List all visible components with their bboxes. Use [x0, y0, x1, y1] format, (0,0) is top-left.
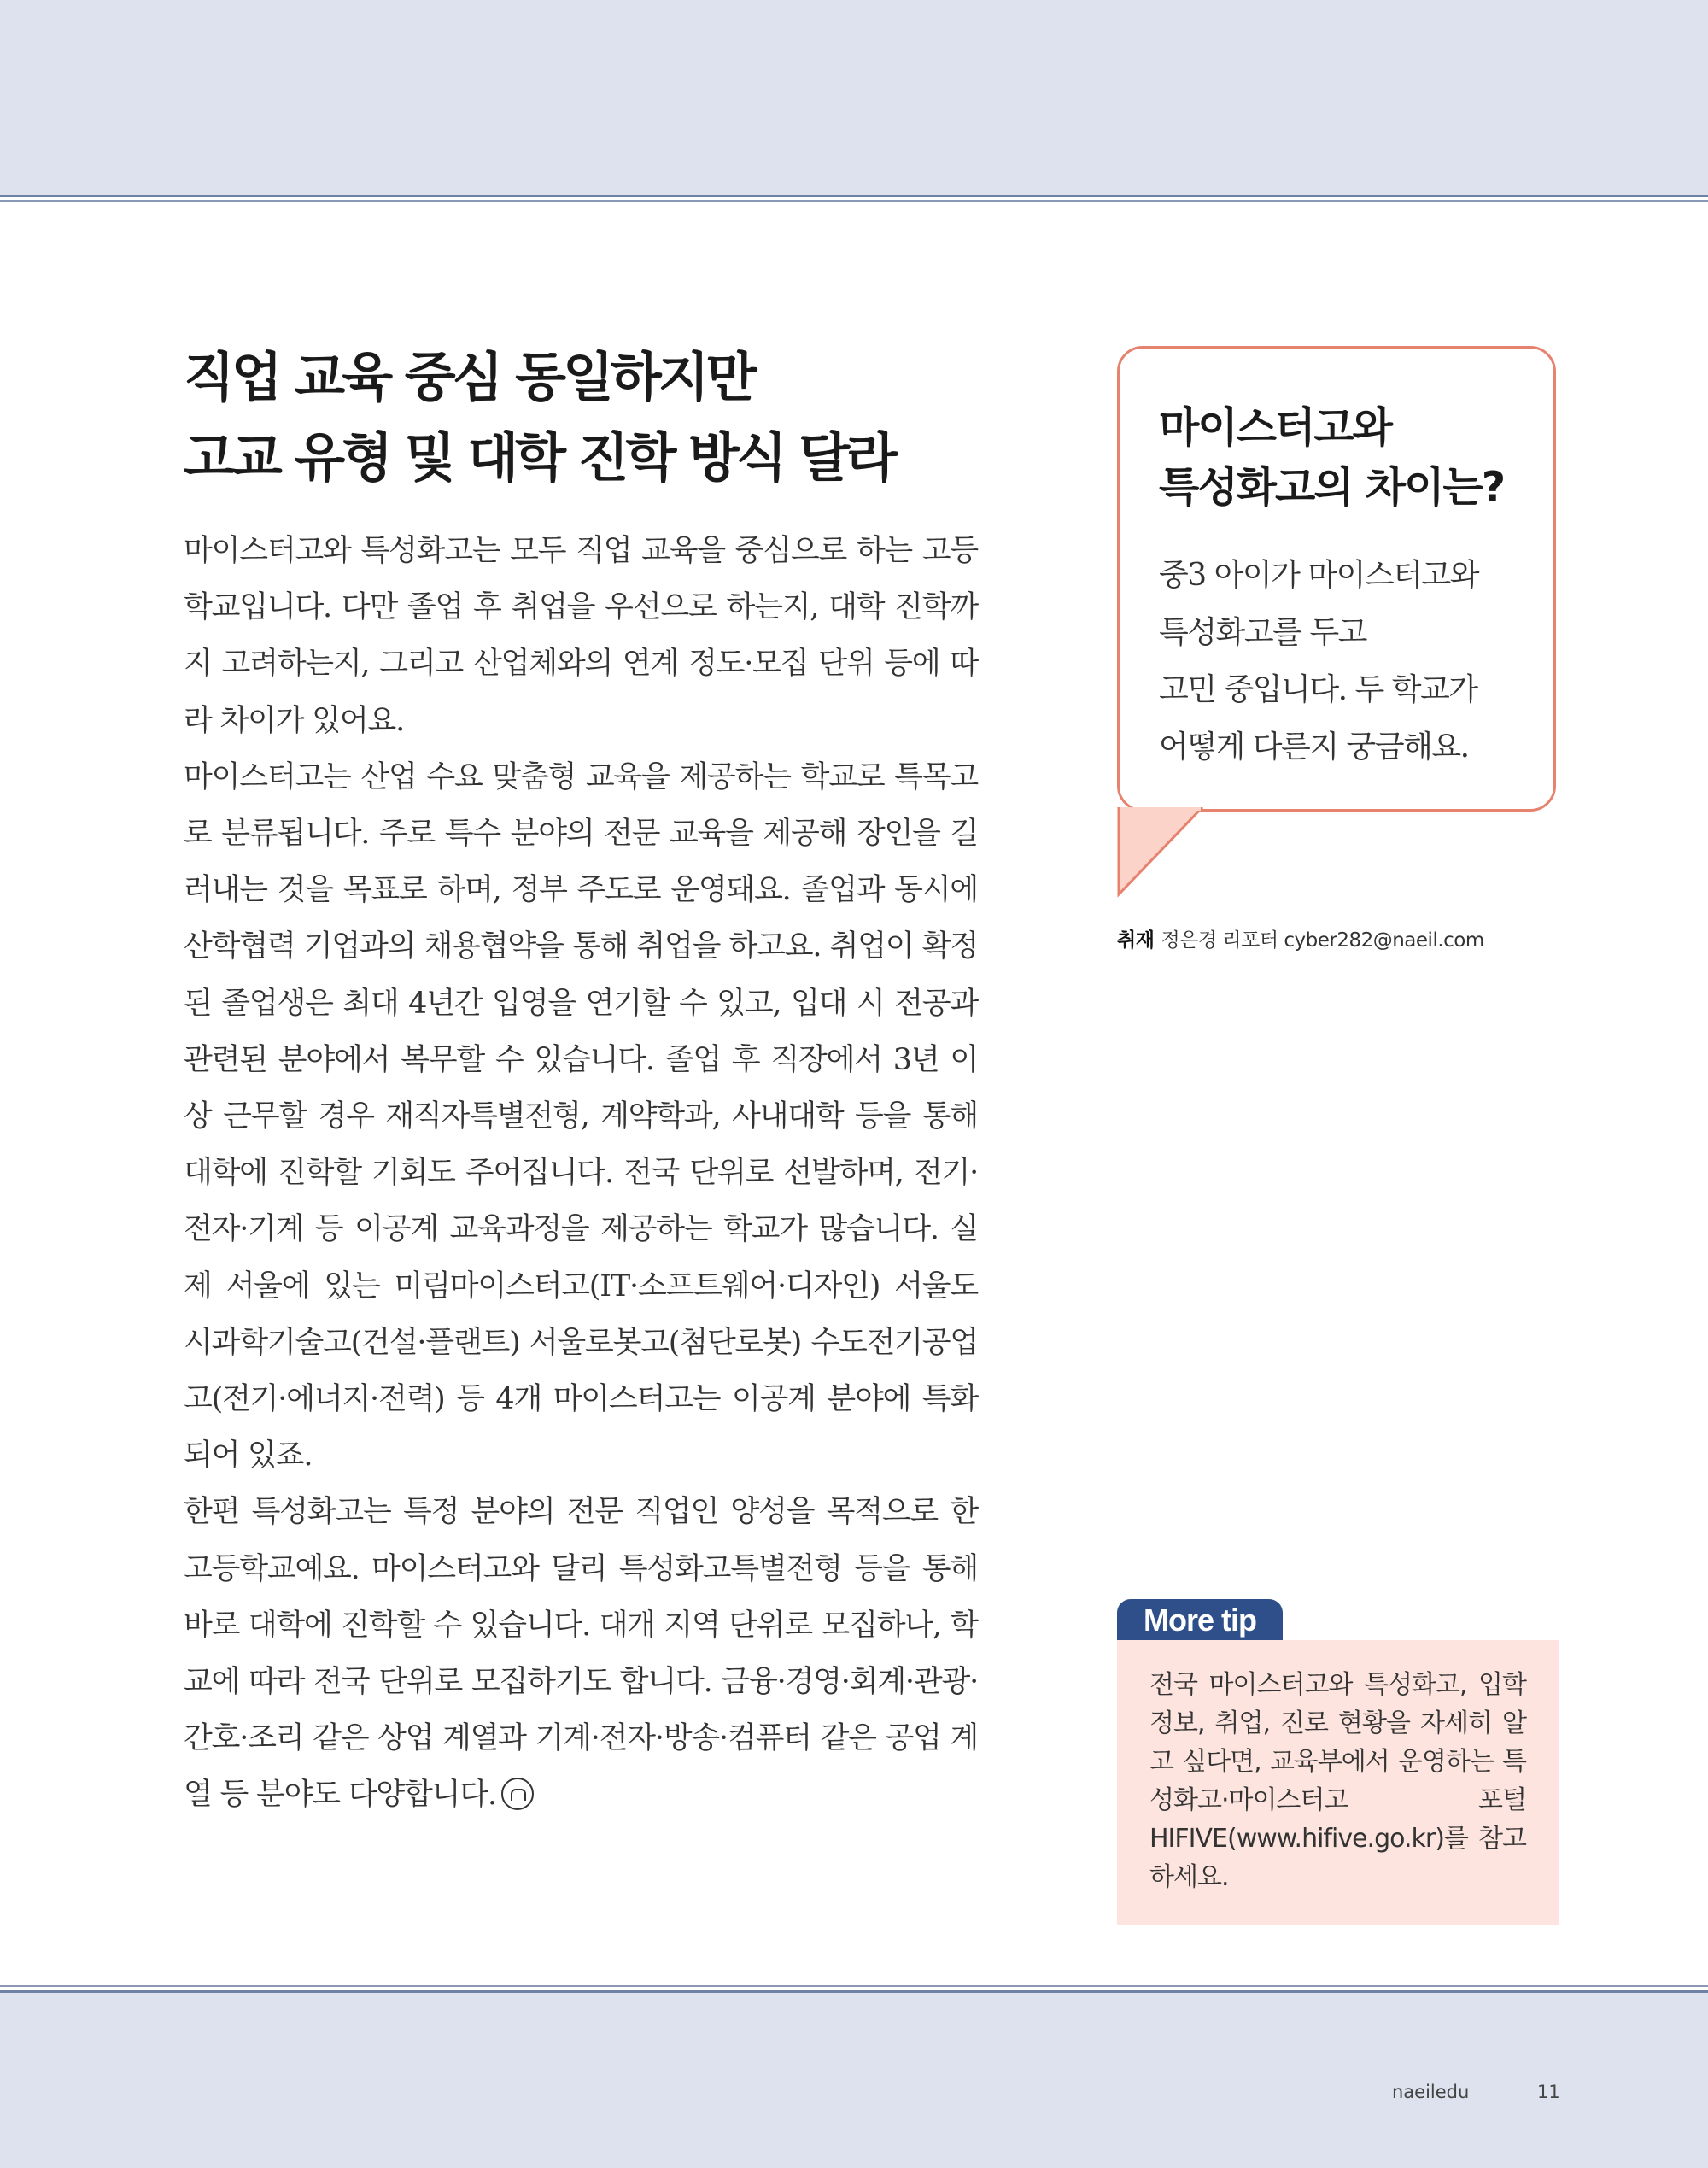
credit-label: 취재	[1117, 929, 1155, 952]
question-title-line-2: 특성화고의 차이는?	[1159, 463, 1505, 512]
question-title-line-1: 마이스터고와	[1159, 403, 1392, 452]
more-tip-tab: More tip	[1117, 1599, 1283, 1642]
publication-name: naeiledu	[1392, 2082, 1470, 2102]
footer-band	[0, 1993, 1708, 2168]
header-rule-thin	[0, 200, 1708, 202]
header-rule	[0, 195, 1708, 197]
footer-rule-thin	[0, 1985, 1708, 1987]
article-headline	[184, 337, 952, 498]
question-title	[1159, 398, 1560, 518]
reporter-credit	[1117, 924, 1484, 952]
bubble-tail-icon	[1117, 807, 1211, 901]
page-number: 11	[1537, 2082, 1560, 2102]
question-body	[1159, 547, 1535, 776]
body-paragraph-3	[184, 1484, 978, 1823]
headline-line-2: 고교 유형 및 대학 진학 방식 달라	[184, 426, 895, 489]
question-line-4: 어떻게 다른지 궁금해요.	[1159, 730, 1469, 765]
headline-line-1: 직업 교육 중심 동일하지만	[184, 346, 754, 408]
more-tip-text: 전국 마이스터고와 특성화고, 입학 정보, 취업, 진로 현황을 자세히 알고 싶다면, 교육부에서 운영하는 특성화고·마이스터고 포털 HIFIVE(www.hifive.go.kr)를 참고하세요.	[1149, 1670, 1526, 1892]
naeil-logo-icon	[501, 1778, 534, 1810]
body-paragraph-3-text: 한편 특성화고는 특정 분야의 전문 직업인 양성을 목적으로 한 고등학교예요. 마이스터고와 달리 특성화고특별전형 등을 통해 바로 대학에 진학할 수 있습니다. 대개 지역 단위로 모집하나, 학교에 따라 전국 단위로 모집하기도 합니다. 금융·경영·회계·관광·간호·조리 같은 상업 계열과 기계·전자·방송·컴퓨터 같은 공업 계열 등 분야도 다양합니다.	[184, 1495, 978, 1813]
body-paragraph-2: 마이스터고는 산업 수요 맞춤형 교육을 제공하는 학교로 특목고로 분류됩니다. 주로 특수 분야의 전문 교육을 제공해 장인을 길러내는 것을 목표로 하며, 정부 주도로 운영돼요. 졸업과 동시에 산학협력 기업과의 채용협약을 통해 취업을 하고요. 취업이 확정된 졸업생은 최대 4년간 입영을 연기할 수 있고, 입대 시 전공과 관련된 분야에서 복무할 수 있습니다. 졸업 후 직장에서 3년 이상 근무할 경우 재직자특별전형, 계약학과, 사내대학 등을 통해 대학에 진학할 기회도 주어집니다. 전국 단위로 선발하며, 전기·전자·기계 등 이공계 교육과정을 제공하는 학교가 많습니다. 실제 서울에 있는 미림마이스터고(IT·소프트웨어·디자인) 서울도시과학기술고(건설·플랜트) 서울로봇고(첨단로봇) 수도전기공업고(전기·에너지·전력) 등 4개 마이스터고는 이공계 분야에 특화되어 있죠.	[184, 759, 978, 1474]
question-line-3: 고민 중입니다. 두 학교가	[1159, 672, 1477, 707]
more-tip-box	[1117, 1640, 1559, 1925]
question-line-2: 특성화고를 두고	[1159, 615, 1366, 650]
header-band	[0, 0, 1708, 195]
question-line-1: 중3 아이가 마이스터고와	[1159, 558, 1479, 593]
article-body	[184, 523, 978, 1824]
credit-text: 정은경 리포터 cyber282@naeil.com	[1161, 929, 1484, 952]
body-paragraph-1: 마이스터고와 특성화고는 모두 직업 교육을 중심으로 하는 고등학교입니다. 다만 졸업 후 취업을 우선으로 하는지, 대학 진학까지 고려하는지, 그리고 산업체와의 연계 정도·모집 단위 등에 따라 차이가 있어요.	[184, 534, 978, 738]
